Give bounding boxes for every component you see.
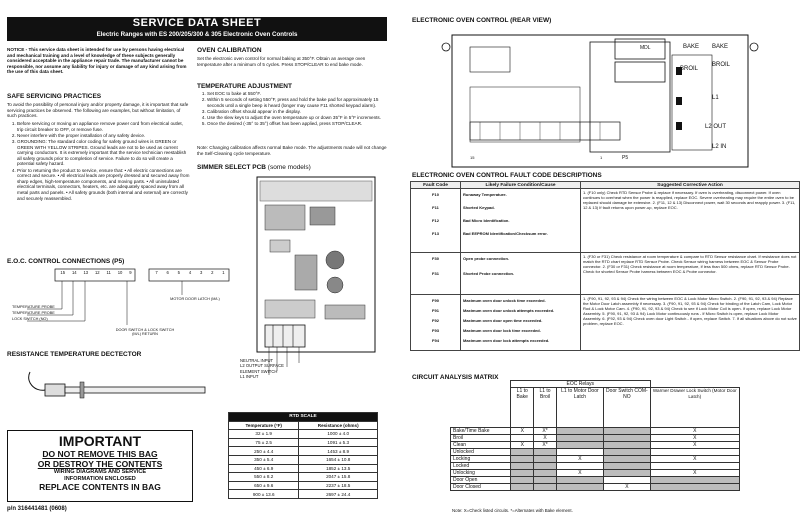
eoc-label: TEMPERATURE PROBE [12, 311, 55, 315]
rtd-temp: 250 ± 4.4 [229, 447, 299, 456]
safe-item: 1. Before servicing or moving an appliance remove power cord from electrical outlet, trip circuit breaker to OFF, or remove fuse. [17, 121, 190, 132]
rtd-scale-table [228, 412, 378, 499]
pin-label: 14 [71, 270, 77, 275]
fault-codes-cell [411, 295, 461, 351]
rear-label-pin15: 15 [470, 155, 475, 160]
rear-label-l2-out: L2 OUT [705, 124, 727, 130]
notice-text: This service data sheet is intended for use by persons having electrical and mechanical training and a level of knowledge of these subjects generally considered acceptable in the appliance repair trade. The manufacturer cannot be responsible, nor assume any liability for injury or damage of any kind arising from the use of this data sheet. [7, 47, 187, 75]
table-row [229, 490, 378, 499]
simmer-title [197, 164, 311, 172]
pin-label: 13 [83, 270, 89, 275]
table-row [451, 442, 740, 449]
cam-cell [650, 463, 740, 470]
pin-label: 12 [94, 270, 100, 275]
rtd-col-header: Temperature (°F) [229, 421, 299, 430]
cam-cell [534, 449, 556, 456]
cam-cell: X* [534, 428, 556, 435]
important-line: REPLACE CONTENTS IN BAG [39, 482, 161, 492]
rear-label-broil-r: BROIL [712, 62, 731, 68]
fault-codes-cell [411, 253, 461, 295]
cam-cell [604, 470, 650, 477]
notice-block [7, 47, 190, 75]
important-box [7, 430, 193, 502]
important-line: INFORMATION ENCLOSED [64, 475, 136, 482]
eoc-title: E.O.C. CONTROL CONNECTIONS (P5) [7, 258, 125, 265]
cam-cell: X [650, 470, 740, 477]
rtdt-title: RESISTANCE TEMPERATURE DECTECTOR [7, 351, 142, 358]
cam-row-label: Door Closed [451, 484, 511, 491]
cam-cell: X [650, 435, 740, 442]
table-row [451, 477, 740, 484]
table-row [451, 456, 740, 463]
fault-code: F10 [432, 191, 439, 197]
rear-label-bake-r: BAKE [712, 44, 729, 50]
fault-codes-cell [411, 189, 461, 253]
cam-col-header: L1 to Broil [534, 388, 556, 428]
fault-code: F11 [432, 204, 439, 210]
pin-label: 6 [166, 270, 169, 275]
cam-row-label: Door Open [451, 477, 511, 484]
eoc-pins-left [57, 270, 135, 275]
rear-label-mdl: MDL [640, 45, 651, 51]
fault-cause: Maximum oven door lock attempts exceeded. [463, 337, 550, 343]
cam-cell: X [650, 428, 740, 435]
tempadj-item: 5. Once the desired (-35° to 35°) offset has been applied, press STOP/CLEAR. [207, 121, 387, 127]
cam-cell [604, 435, 650, 442]
tempadj-list [197, 91, 387, 128]
cam-cell [604, 442, 650, 449]
simmer-title-main: SIMMER SELECT PCB [197, 164, 266, 171]
rear-label-pin1: 1 [600, 155, 603, 160]
pcb-label: ELEMENT SWITCH [240, 368, 278, 374]
table-row [451, 484, 740, 491]
pin-label: 5 [177, 270, 181, 275]
pcb-label: L2 OUTPUT SURFACE [240, 363, 284, 369]
cam-cell: X [650, 456, 740, 463]
cam-cell: X [604, 484, 650, 491]
cam-cell: X [511, 428, 534, 435]
tempadj-item: 1. Set EOC to bake at 550°F. [207, 91, 387, 97]
cam-row-label: Locked [451, 463, 511, 470]
fault-cause: Maximum oven door open time exceeded. [463, 317, 543, 323]
pcb-labels [240, 358, 310, 380]
tempadj-item: 2. Within 5 seconds of setting 550°F, press and hold the bake pad for approximately 15 seconds until a single beep is heard (longer may cause F11 shorted keypad alarm). [207, 97, 387, 108]
cam-cell [556, 442, 604, 449]
cam-row-label: Unlocking [451, 470, 511, 477]
fault-code: F30 [432, 255, 439, 261]
cam-cell [556, 435, 604, 442]
table-row [451, 463, 740, 470]
cam-cell [650, 477, 740, 484]
fault-causes-cell [461, 295, 581, 351]
pin-label: 10 [117, 270, 123, 275]
rtd-temp: 32 ± 1.9 [229, 430, 299, 439]
cam-cell [556, 449, 604, 456]
fault-cause: Maximum oven door unlock attempts exceeded. [463, 307, 555, 313]
rtd-temp: 75 ± 2.5 [229, 438, 299, 447]
pcb-label: NEUTRAL INPUT [240, 358, 274, 363]
cam-cell [604, 456, 650, 463]
cam-cell [534, 470, 556, 477]
safe-intro: To avoid the possibility of personal injury and/or property damage, it is important that safe servicing practices be observed. The following are examples, but without limitation, of such practices. [7, 102, 189, 119]
cam-col-header: L1 to Motor Door Latch [556, 388, 604, 428]
circuit-matrix-table [450, 380, 740, 491]
cam-cell [511, 449, 534, 456]
eoc-label: TEMPERATURE PROBE [12, 305, 55, 309]
important-title: IMPORTANT [58, 433, 142, 449]
pin-label: 3 [199, 270, 203, 275]
table-row [451, 470, 740, 477]
important-line: OR DESTROY THE CONTENTS [37, 459, 163, 469]
rtd-ohms: 2237 ± 18.5 [299, 481, 378, 490]
table-row [451, 428, 740, 435]
fault-causes-cell [461, 189, 581, 253]
cam-cell: X [556, 456, 604, 463]
cam-cell [556, 477, 604, 484]
cam-cell [534, 463, 556, 470]
rtd-col-header: Resistance (ohms) [299, 421, 378, 430]
pin-label: 9 [129, 270, 132, 275]
fault-cause: Shorted Keypad. [463, 204, 495, 210]
fault-code: F13 [432, 230, 439, 236]
rtd-temp: 550 ± 8.2 [229, 473, 299, 482]
cam-cell: X [511, 442, 534, 449]
pin-label: 2 [211, 270, 214, 275]
cam-cell [604, 449, 650, 456]
pcb-label: L1 INPUT [240, 374, 259, 380]
pin-label: 11 [106, 270, 111, 275]
cam-corner [650, 381, 740, 388]
fault-action: 1. (F90, 91, 92, 93 & 94) Check the wiring between EOC & Lock Motor Micro Switch. 2. (F90, 91, 92, 93 & 94) Replace the Motor Door Latch assembly if necessary. 3. (F90, 91, 92, 93 & 94) Check for binding of the Latch Cam, Lock Motor Rod & Lock Motor Cam. 4. (F90, 91, 92, 93 & 94) Check to see if Lock Motor Coil is open. If open, replace Lock Motor Assembly. 5. (F90, 91, 92, 93 & 94) Lock Motor continuously runs - If Micro Switch is open, replace Lock Motor Assembly. 6. (F92, 93 & 94) Check oven door Light Switch - if open, replace Switch. 7. If all situations above do not solve problem, replace EOC. [581, 295, 800, 351]
cam-cell [511, 456, 534, 463]
cam-cell [534, 484, 556, 491]
rtd-ohms: 1654 ± 10.8 [299, 455, 378, 464]
cam-group-header: EOC Relays [511, 381, 651, 388]
rtd-probe-drawing [20, 362, 220, 417]
fault-code: F93 [432, 327, 439, 333]
cam-cell: X* [534, 442, 556, 449]
safe-title: SAFE SERVICING PRACTICES [7, 93, 102, 100]
pin-label: 4 [188, 270, 192, 275]
tempadj-item: 3. Calibration offset should appear in the display. [207, 109, 387, 115]
cam-col-header: Warmer Drawer Lock Switch (Motor Door Latch) [650, 388, 740, 428]
fault-code: F92 [432, 317, 439, 323]
cam-cell [556, 428, 604, 435]
cam-cell: X [650, 442, 740, 449]
important-line: DO NOT REMOVE THIS BAG [42, 449, 158, 459]
cam-corner [451, 388, 511, 428]
table-row [229, 455, 378, 464]
table-row [229, 430, 378, 439]
fault-code: F90 [432, 297, 439, 303]
pin-label: 15 [60, 270, 66, 275]
notice-lead: NOTICE - [7, 47, 28, 52]
rtd-temp: 650 ± 9.6 [229, 481, 299, 490]
fault-causes-cell [461, 253, 581, 295]
fault-code: F94 [432, 337, 439, 343]
table-row [451, 449, 740, 456]
rear-label-p5: P5 [622, 155, 629, 161]
fault-action: 1. (F10 only) Check RTD Sensor Probe & replace if necessary. If oven is overheating, disconnect power. If oven continues to overheat when the power is reapplied, replace EOC. Severe overheating may require the entire oven to be replaced should damage be extensive. 2. (F11, 12 & 13) Disconnect power, wait 30 seconds and reapply power. 3. (F11, 12 & 13) If fault returns upon power-up, replace EOC. [581, 189, 800, 253]
simmer-title-sub: (some models) [267, 164, 311, 171]
cam-cell [511, 463, 534, 470]
cam-cell [650, 449, 740, 456]
table-row [411, 253, 800, 295]
tempadj-item: 4. Use the slew keys to adjust the oven temperature up or down 35°F in 5°F increments. [207, 115, 387, 121]
cam-title: CIRCUIT ANALYSIS MATRIX [412, 374, 499, 381]
cam-cell [650, 484, 740, 491]
rtd-ohms: 1852 ± 13.5 [299, 464, 378, 473]
table-row [411, 189, 800, 253]
eoc-label: LOCK SWITCH (NO) [12, 317, 48, 321]
table-row [451, 435, 740, 442]
rear-view-title: ELECTRONIC OVEN CONTROL (REAR VIEW) [412, 17, 552, 24]
page-header [7, 17, 387, 41]
fault-cause: Shorted Probe connection. [463, 270, 515, 276]
cam-cell [511, 435, 534, 442]
cam-cell [511, 470, 534, 477]
cam-row-label: Locking [451, 456, 511, 463]
eoc-label: DOOR SWITCH & LOCK SWITCH (M/L) RETURN [115, 328, 175, 336]
page-title: SERVICE DATA SHEET [132, 17, 262, 29]
cam-cell [604, 477, 650, 484]
calib-text: Set the electronic oven control for normal baking at 350°F. Obtain an average oven temperature after a minimum of 5 cycles. Press STOP/CLEAR to end bake mode. [197, 56, 366, 67]
cam-cell: X [534, 435, 556, 442]
rtd-ohms: 1453 ± 8.9 [299, 447, 378, 456]
cam-cell [556, 463, 604, 470]
safe-item: 2. Never interfere with the proper installation of any safety device. [17, 133, 190, 139]
rear-label-l2-in: L2 IN [712, 144, 727, 150]
cam-cell [511, 477, 534, 484]
cam-corner [451, 381, 511, 388]
cam-cell [604, 428, 650, 435]
cam-col-header: L1 to Bake [511, 388, 534, 428]
safe-item: 4. Prior to returning the product to service, ensure that: • All electric connections are correct and secure. • All electrical leads are properly dressed and secured away from sharp edges, high-temperature components, and moving parts. • All uninsulated electrical terminals, connectors, heaters, etc. are adequately spaced away from all metal parts and panels. • All safety grounds (both internal and external) are correctly and securely reassembled. [17, 168, 190, 202]
fault-title: ELECTRONIC OVEN CONTROL FAULT CODE DESCRIPTIONS [412, 172, 602, 179]
fault-code-table [410, 181, 800, 351]
cam-row-label: Clean [451, 442, 511, 449]
table-row [229, 481, 378, 490]
cam-row-label: Bake/Time Bake [451, 428, 511, 435]
rtd-ohms: 2697 ± 24.4 [299, 490, 378, 499]
important-line: WIRING DIAGRAMS AND SERVICE [53, 469, 147, 475]
table-row [229, 447, 378, 456]
rear-label-broil: BROIL [680, 66, 699, 72]
cam-cell: X [556, 470, 604, 477]
rtd-ohms: 1091 ± 5.3 [299, 438, 378, 447]
rtd-ohms: 2047 ± 15.8 [299, 473, 378, 482]
cam-cell [534, 456, 556, 463]
safe-item: 3. GROUNDING: The standard color coding for safety ground wires is GREEN or GREEN WITH YELLOW STRIPES. Ground leads are not to be used as current carrying conductors. It is extremely important that the service technician reestablish all safety grounds prior to completion of service. Failure to do so will create a potential safety hazard. [17, 139, 190, 167]
fault-col-header: Fault Code [411, 182, 461, 189]
fault-code: F12 [432, 217, 439, 223]
eoc-pins-right [151, 270, 229, 275]
rtd-temp: 350 ± 5.4 [229, 455, 299, 464]
cam-cell [604, 463, 650, 470]
cam-row-label: Broil [451, 435, 511, 442]
part-number: p/n 316441481 (0608) [7, 506, 67, 512]
rtd-scale-title: RTD SCALE [229, 413, 378, 422]
page-subtitle: Electric Ranges with ES 200/205/300 & 305 Electronic Oven Controls [96, 31, 298, 38]
cam-cell [556, 484, 604, 491]
fault-cause: Open probe connection. [463, 255, 510, 261]
rear-label-bake: BAKE [683, 44, 700, 50]
fault-code: F91 [432, 307, 439, 313]
table-row [229, 464, 378, 473]
rtd-ohms: 1000 ± 4.0 [299, 430, 378, 439]
cam-row-label: Unlocked [451, 449, 511, 456]
fault-col-header: Suggested Corrective Action [581, 182, 800, 189]
fault-cause: Maximum oven door lock time exceeded. [463, 327, 541, 333]
fault-code: F31 [432, 270, 439, 276]
pin-label: 7 [155, 270, 158, 275]
eoc-label: MOTOR DOOR LATCH (M/L) [170, 297, 220, 301]
table-row [229, 438, 378, 447]
simmer-pcb-diagram [255, 175, 380, 375]
fault-cause: Runaway Temperature. [463, 191, 507, 197]
fault-cause: Maximum oven door unlock time exceeded. [463, 297, 546, 303]
rear-label-l1: L1 [712, 95, 719, 101]
cam-col-header: Door Switch COM-NO [604, 388, 650, 428]
calib-title: OVEN CALIBRATION [197, 47, 262, 54]
cam-cell [534, 477, 556, 484]
fault-col-header: Likely Failure Condition/Cause [461, 182, 581, 189]
rtd-temp: 450 ± 6.9 [229, 464, 299, 473]
table-row [229, 473, 378, 482]
safe-list [7, 121, 190, 202]
fault-cause: Bad Micro Identification. [463, 217, 510, 223]
fault-cause: Bad EEPROM Identification/Checksum error. [463, 230, 548, 236]
pin-label: 1 [222, 270, 225, 275]
tempadj-note: Note: Changing calibration affects normal Bake mode. The adjustments made will not change the Self-Cleaning cycle temperature. [197, 145, 387, 156]
fault-action: 1. (F30 or F31) Check resistance at room temperature & compare to RTD Sensor resistance chart. If resistance does not match the RTD chart replace RTD Sensor Probe. Check Sensor wiring harness between EOC & Sensor Probe connector. 2. (F30 or F31) Check resistance at room temperature, if less than 500 ohms, replace RTD Sensor Probe. Check for shorted Sensor Probe harness between EOC & Probe connector. [581, 253, 800, 295]
tempadj-title: TEMPERATURE ADJUSTMENT [197, 83, 292, 90]
cam-note: Note: X=Check listed circuits. *=Alternates with Bake element. [452, 508, 573, 513]
table-row [411, 295, 800, 351]
rtd-temp: 900 ± 13.6 [229, 490, 299, 499]
cam-cell [511, 484, 534, 491]
